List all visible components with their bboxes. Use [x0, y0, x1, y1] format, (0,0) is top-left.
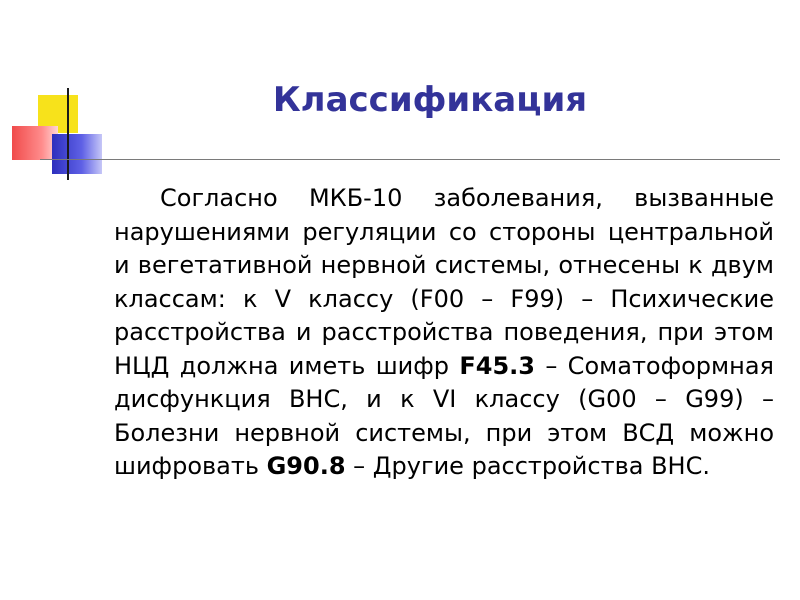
title-underline-rule [40, 159, 780, 160]
classification-paragraph [114, 182, 774, 484]
paragraph-text-part-1: Согласно МКБ-10 заболевания, вызванные нарушениями регуляции со стороны центральной и вегетативной нервной системы, отнесены к двум классам: к V классу (F00 – F99) – Психические расстройства и расстройства поведения, при этом НЦД должна иметь шифр [114, 184, 774, 380]
blue-square-decoration [52, 134, 102, 174]
paragraph-text-part-2: – Соматоформная дисфункция ВНС, и к VI классу (G00 – G99) – Болезни нервной системы, при этом ВСД можно шифровать [114, 351, 774, 480]
code-g90-8: G90.8 [266, 452, 346, 480]
code-f45-3: F45.3 [459, 351, 535, 380]
paragraph-text-part-3: – Другие расстройства ВНС. [345, 452, 710, 480]
slide-title: Классификация [272, 80, 588, 120]
corner-logo-decoration [0, 0, 120, 200]
vertical-rule [67, 88, 69, 180]
